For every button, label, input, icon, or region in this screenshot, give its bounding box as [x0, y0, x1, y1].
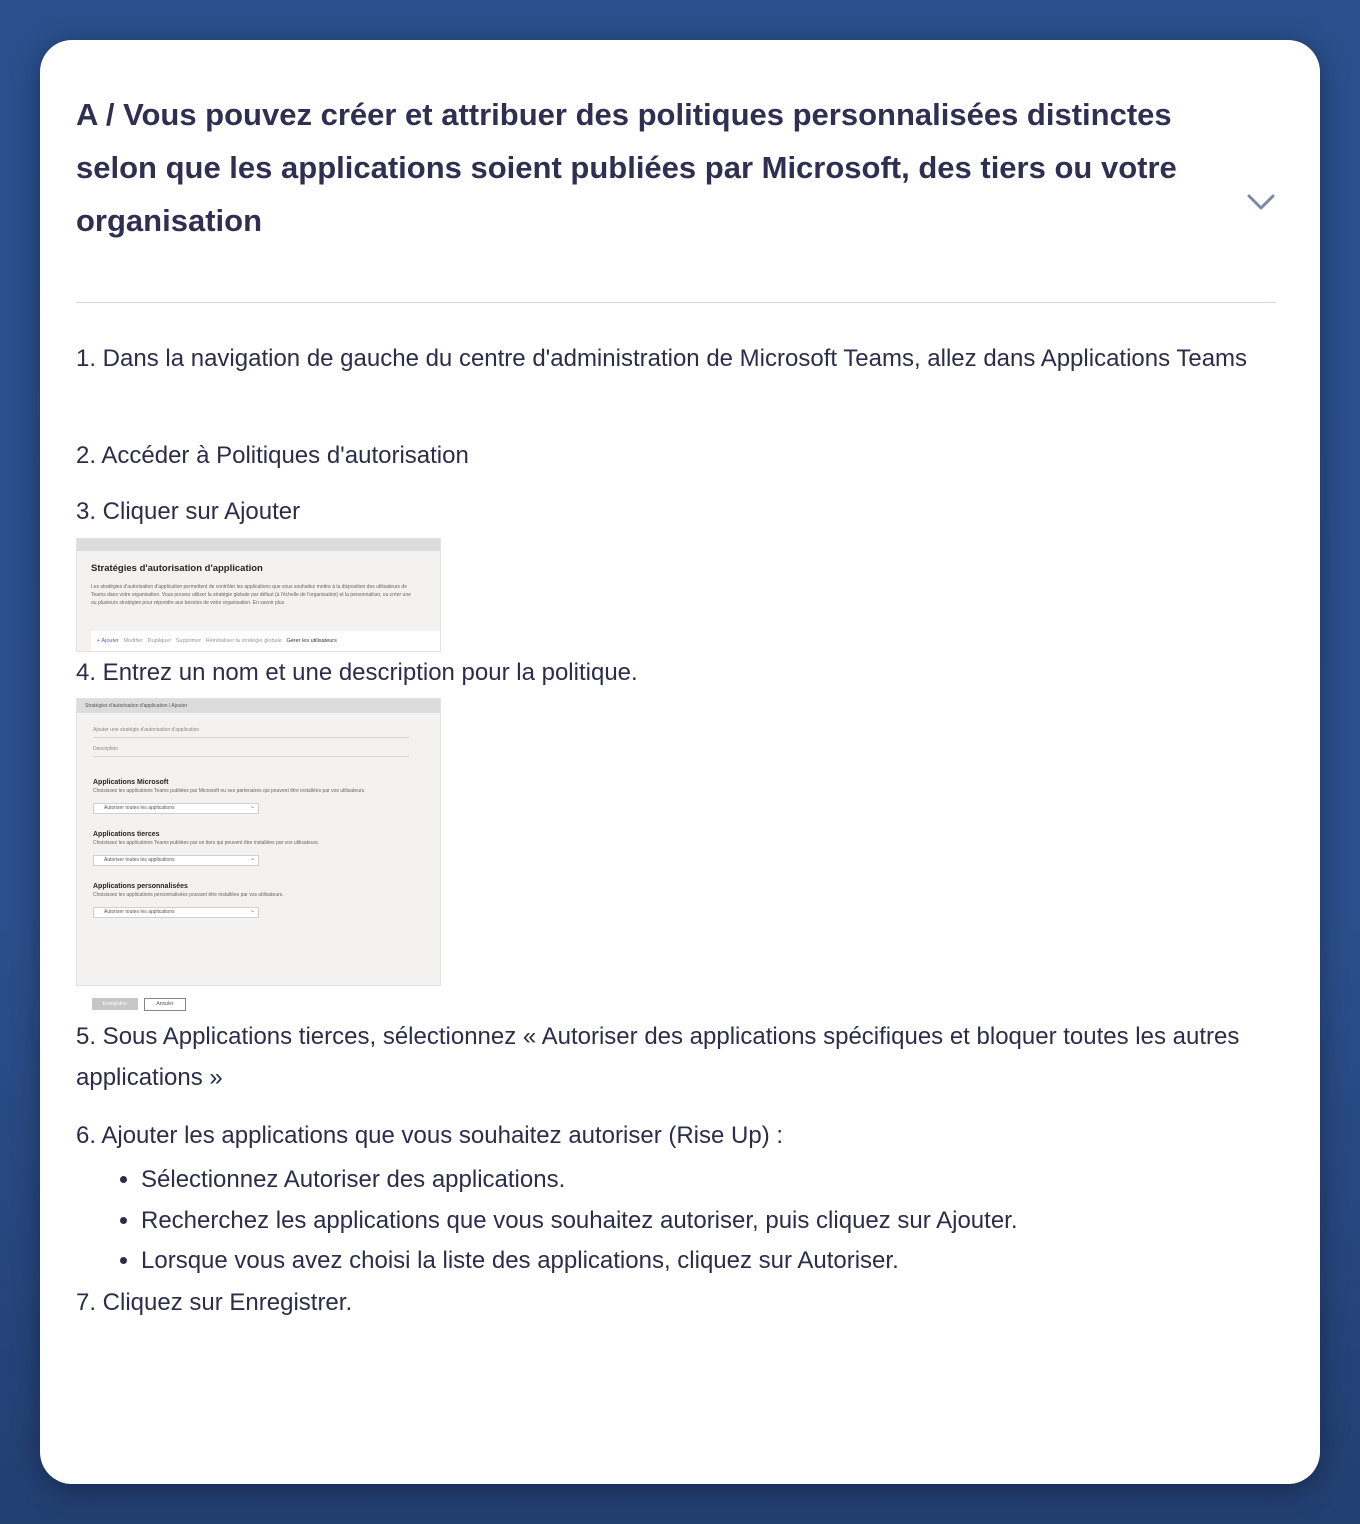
screenshot-manage: Gérer les utilisateurs [286, 638, 337, 644]
screenshot-breadcrumb: Stratégies d'autorisation d'application \ Ajouter [77, 699, 440, 713]
screenshot-cancel-button: Annuler [144, 998, 186, 1011]
screenshot-duplicate: Dupliquer [147, 638, 172, 644]
screenshot-description-field: Description [93, 746, 409, 757]
screenshot-description: Les stratégies d'autorisation d'application permettent de contrôler les applications que vous souhaitez mettre à la disposition des utilisateurs de Teams dans votre organisation. Vous pouvez utiliser la stratégie globale par défaut (à l'échelle de l'organisation) et la personnaliser, ou créer une ou plusieurs stratégies pour répondre aux besoins de votre organisation. En savoir plus [91, 584, 411, 606]
list-item: • Sélectionnez Autoriser des applications. [141, 1160, 1276, 1201]
screenshot-custom-title: Applications personnalisées [93, 883, 188, 890]
screenshot-toolbar [91, 631, 441, 651]
chevron-down-icon[interactable] [1246, 192, 1276, 212]
step-7: 7. Cliquez sur Enregistrer. [76, 1288, 353, 1316]
screenshot-custom-desc: Choisissez les applications personnalisées pouvant être installées par vos utilisateurs. [93, 892, 284, 898]
step-2: 2. Accéder à Politiques d'autorisation [76, 442, 469, 469]
faq-answer [76, 338, 1276, 1323]
step-4: 4. Entrez un nom et une description pour la politique. [76, 659, 638, 686]
step-6-list [76, 1160, 1276, 1282]
screenshot-microsoft-select: Autoriser toutes les applications ⌄ [93, 803, 259, 814]
screenshot-third-title: Applications tierces [93, 831, 160, 838]
screenshot-add: + Ajouter [97, 638, 119, 644]
screenshot-add-policy-panel [76, 698, 441, 986]
screenshot-reset: Réinitialiser la stratégie globale [205, 638, 282, 644]
screenshot-name-field: Ajouter une stratégie d'autorisation d'application [93, 727, 409, 738]
step-5: 5. Sous Applications tierces, sélectionnez « Autoriser des applications spécifiques et bloquer toutes les autres applications » [76, 1023, 1240, 1091]
list-item: • Lorsque vous avez choisi la liste des applications, cliquez sur Autoriser. [141, 1241, 1276, 1282]
divider [76, 302, 1276, 303]
screenshot-third-select: Autoriser toutes les applications ⌄ [93, 855, 259, 866]
faq-card [40, 40, 1320, 1484]
faq-header[interactable] [76, 88, 1276, 247]
screenshot-delete: Supprimer [175, 638, 202, 644]
step-6: 6. Ajouter les applications que vous souhaitez autoriser (Rise Up) : [76, 1122, 784, 1149]
screenshot-edit: Modifier [123, 638, 144, 644]
screenshot-third-desc: Choisissez les applications Teams publiées par un tiers qui peuvent être installées par vos utilisateurs. [93, 840, 320, 846]
screenshot-microsoft-title: Applications Microsoft [93, 779, 169, 786]
step-3: 3. Cliquer sur Ajouter [76, 498, 301, 525]
screenshot-microsoft-desc: Choisissez les applications Teams publiées par Microsoft ou ses partenaires qui peuvent être installées par vos utilisateurs. [93, 788, 366, 794]
screenshot-topbar [77, 539, 440, 551]
screenshot-add-policy [76, 698, 441, 1016]
step-1: 1. Dans la navigation de gauche du centre d'administration de Microsoft Teams, allez dans Applications Teams [76, 345, 1248, 372]
screenshot-title: Stratégies d'autorisation d'application [91, 563, 263, 574]
screenshot-custom-select: Autoriser toutes les applications ⌄ [93, 907, 259, 918]
screenshot-save-button: Enregistrer [92, 998, 138, 1010]
faq-title[interactable]: A / Vous pouvez créer et attribuer des politiques personnalisées distinctes selon que les applications soient publiées par Microsoft, des tiers ou votre organisation [76, 97, 1177, 238]
list-item: • Recherchez les applications que vous souhaitez autoriser, puis cliquez sur Ajouter. [141, 1201, 1276, 1242]
screenshot-authorization-policies [76, 538, 441, 652]
